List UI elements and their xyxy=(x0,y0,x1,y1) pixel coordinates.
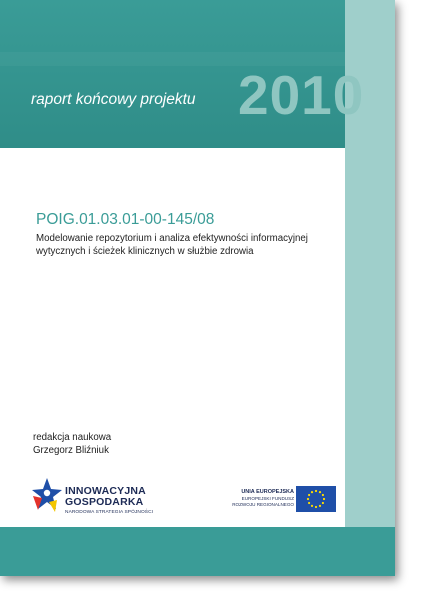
report-subtitle: raport końcowy projektu xyxy=(31,91,196,108)
innowacyjna-line-1: INNOWACYJNA xyxy=(65,485,146,497)
project-description-line-1: Modelowanie repozytorium i analiza efektywności informacyjnej xyxy=(36,233,308,244)
innowacyjna-line-2: GOSPODARKA xyxy=(65,496,144,508)
project-description-line-2: wytycznych i ścieżek klinicznych w służbie zdrowia xyxy=(36,245,254,257)
report-year: 2010 xyxy=(238,64,365,126)
eu-fund-logo xyxy=(225,486,337,514)
project-code: POIG.01.03.01-00-145/08 xyxy=(36,211,215,228)
eu-line-3: ROZWOJU REGIONALNEGO xyxy=(232,502,294,507)
innowacyjna-gospodarka-logo xyxy=(27,461,167,525)
editor-block xyxy=(33,432,111,457)
eu-line-1: UNIA EUROPEJSKA xyxy=(241,489,294,495)
editor-role: redakcja naukowa xyxy=(33,432,112,443)
eu-flag-icon xyxy=(296,486,336,512)
eu-fund-text xyxy=(225,489,294,508)
bottom-teal-band xyxy=(0,527,395,576)
project-description xyxy=(36,233,326,258)
editor-name: Grzegorz Bliźniuk xyxy=(33,444,109,456)
eu-line-2: EUROPEJSKI FUNDUSZ xyxy=(241,496,294,501)
innowacyjna-star-icon xyxy=(31,476,63,514)
innowacyjna-text xyxy=(65,486,153,515)
innowacyjna-tagline: NARODOWA STRATEGIA SPÓJNOŚCI xyxy=(65,510,154,515)
